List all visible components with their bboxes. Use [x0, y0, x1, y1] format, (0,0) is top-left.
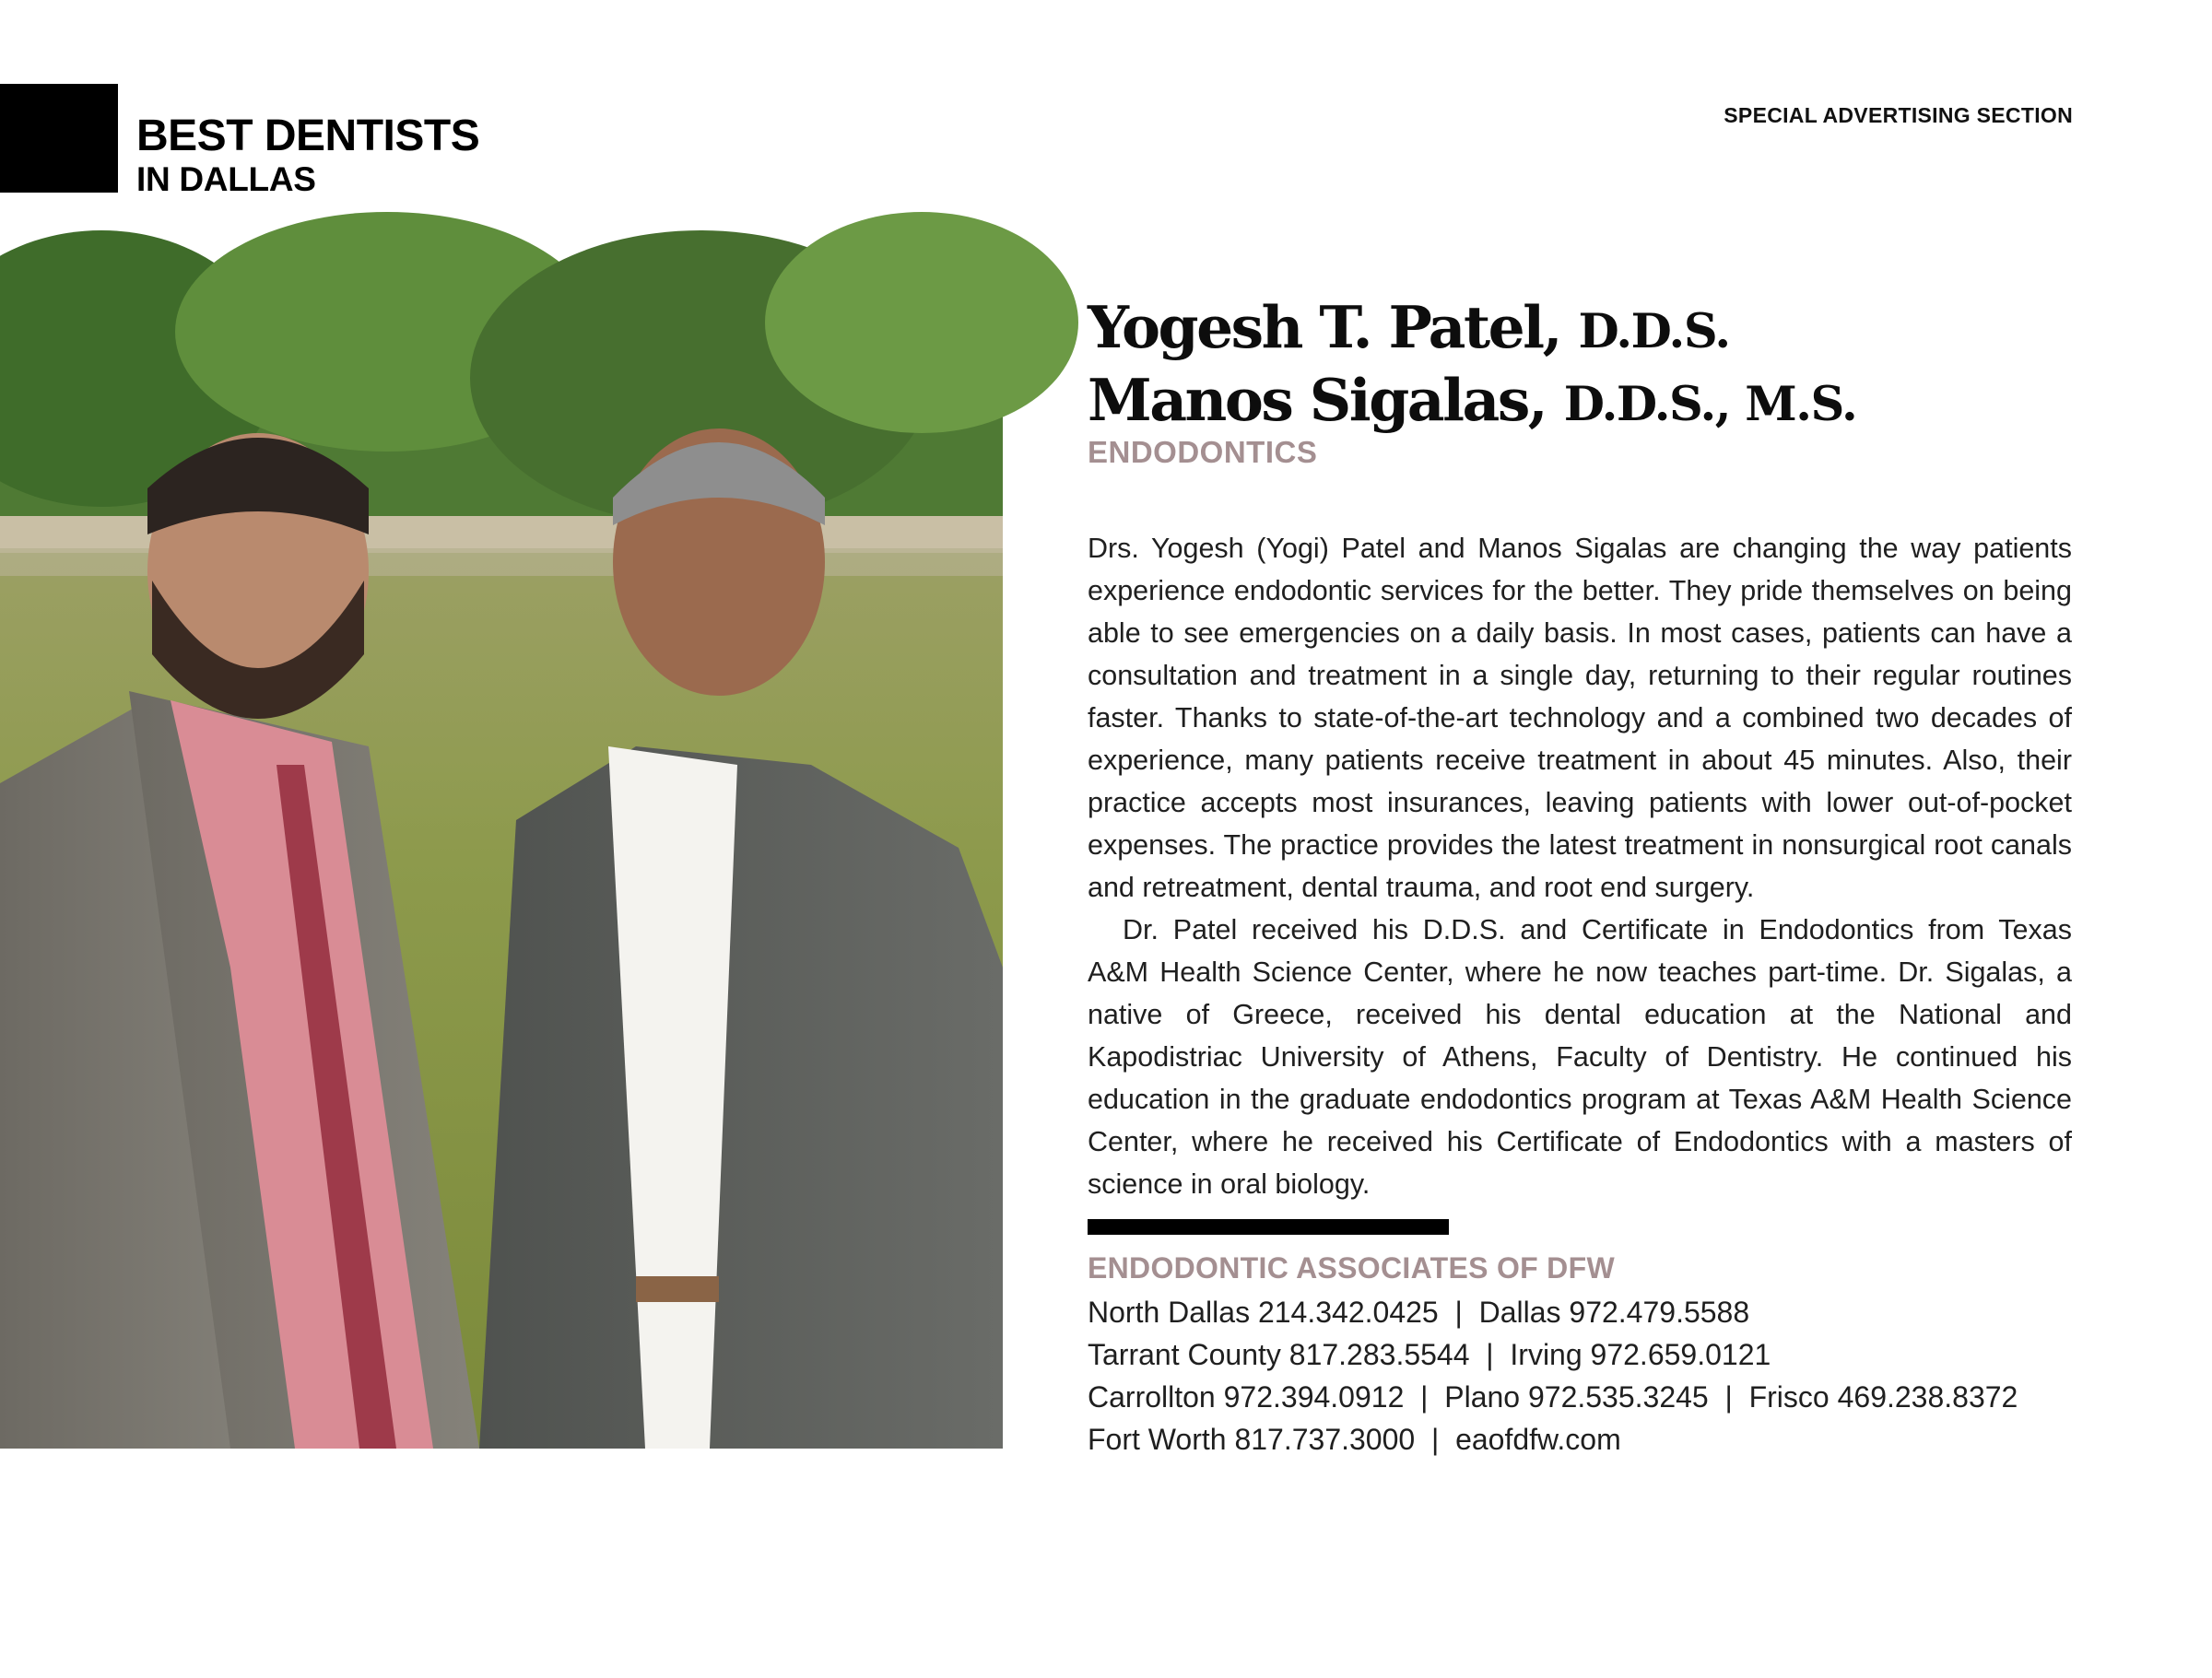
section-title-line2: IN DALLAS — [136, 160, 316, 198]
bio-text — [1088, 527, 2072, 1205]
doctor-credentials: D.D.S., M.S. — [1563, 377, 1857, 432]
doctor-names — [1088, 293, 1856, 439]
section-title — [136, 111, 480, 198]
contact-line: Fort Worth 817.737.3000 | eaofdfw.com — [1088, 1423, 1621, 1456]
doctor-name: Yogesh T. Patel, — [1088, 293, 1561, 361]
photo-credit: VANESSA GAVALYA — [979, 1536, 994, 1678]
practice-name: ENDODONTIC ASSOCIATES OF DFW — [1088, 1251, 1615, 1285]
contact-line: Carrollton 972.394.0912 | Plano 972.535.3245 | Frisco 469.238.8372 — [1088, 1380, 2018, 1414]
contact-line: North Dallas 214.342.0425 | Dallas 972.479.5588 — [1088, 1296, 1750, 1329]
divider-rule — [1088, 1219, 1449, 1235]
doctor-credentials: D.D.S. — [1578, 304, 1730, 359]
caption-title: Pictured left to right: — [69, 1569, 266, 1594]
caption-name: Dr. Manos Sigalas — [69, 1602, 249, 1626]
caption-name: Dr. Yogesh Patel — [69, 1634, 233, 1659]
specialty-label: ENDODONTICS — [1088, 435, 1318, 469]
doctor-name-line — [1088, 293, 1856, 366]
doctors-photo-illustration — [0, 267, 1003, 1449]
photo-caption — [69, 1566, 265, 1662]
section-title-line1: BEST DENTISTS — [136, 111, 480, 160]
contact-list — [1088, 1291, 2018, 1461]
bio-paragraph: Drs. Yogesh (Yogi) Patel and Manos Sigalas are changing the way patients experience endodontic services for the better. They pride themselves on being able to see emergencies on a daily basis. In most cases, patients can have a consultation and treatment in a single day, returning to their regular routines faster. Thanks to state-of-the-art technology and a combined two decades of experience, many patients receive treatment in about 45 minutes. Also, their practice accepts most insurances, leaving patients with lower out-of-pocket expenses. The practice provides the latest treatment in nonsurgical root canals and retreatment, dental trauma, and root end surgery. — [1088, 533, 2072, 903]
contact-line: Tarrant County 817.283.5544 | Irving 972.659.0121 — [1088, 1338, 1771, 1371]
doctors-photo — [0, 267, 1003, 1678]
special-advertising-label: SPECIAL ADVERTISING SECTION — [1724, 103, 2073, 127]
bio-paragraph: Dr. Patel received his D.D.S. and Certificate in Endodontics from Texas A&M Health Science Center, where he now teaches part-time. Dr. Sigalas, a native of Greece, received his dental education at the National and Kapodistriac University of Athens, Faculty of Dentistry. He continued his education in the graduate endodontics program at Texas A&M Health Science Center, where he received his Certificate of Endodontics with a masters of science in oral biology. — [1088, 914, 2072, 1200]
header-black-block — [0, 84, 118, 193]
doctor-name-line — [1088, 366, 1856, 439]
doctor-name: Manos Sigalas, — [1088, 366, 1547, 434]
